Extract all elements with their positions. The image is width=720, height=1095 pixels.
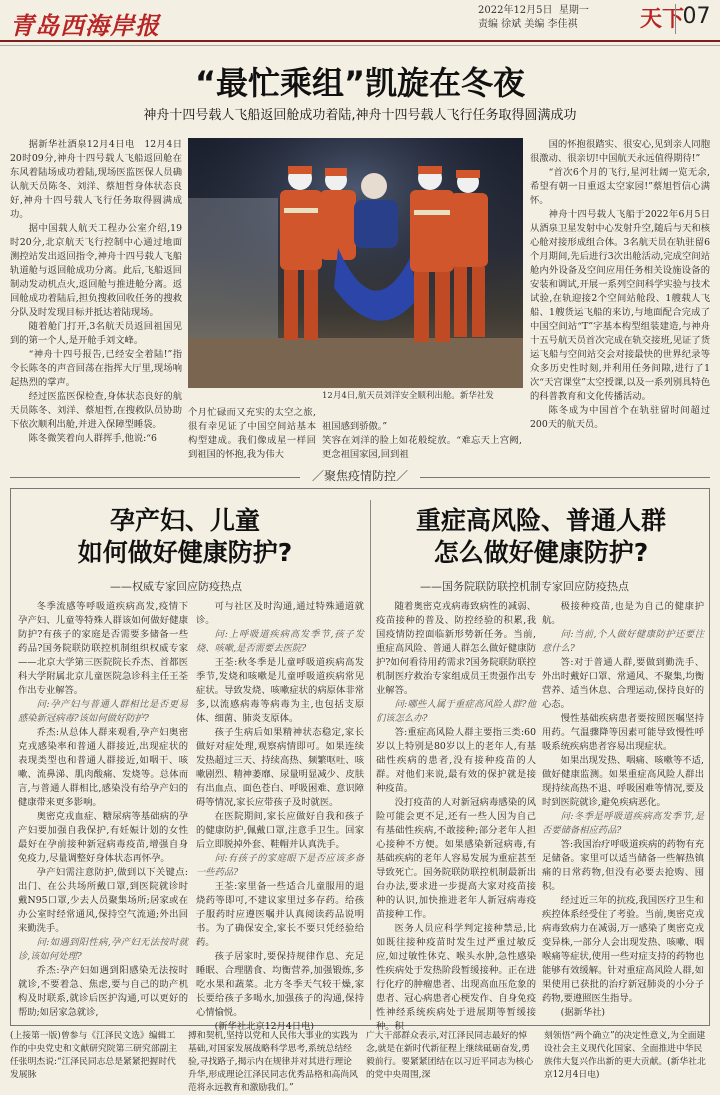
bottom-column-2: 搏和契机,坚持以党和人民伟大事业的实践为基础,对国家发展战略科学思考,系统总结经验,寻找路子,揭示内在规律并对其进行理论升华,形成理论江泽民同志优秀品格和高尚风范将永远教育和激励我们。”: [188, 1031, 358, 1093]
paragraph: 王荃:秋冬季是儿童呼吸道疾病高发季节,发烧和咳嗽是儿童呼吸道疾病常见症状。导致发烧、咳嗽症状的病原体非常多,以流感病毒等病毒为主,也包括支原体、细菌、肺炎支原体。: [196, 657, 364, 724]
paragraph: 陈冬成为中国首个在轨驻留时间超过200天的航天员。: [530, 405, 710, 430]
paragraph: (新华社北京12月4日电): [214, 1021, 314, 1032]
paragraph: 经过医监医保检查,身体状态良好的航天员陈冬、刘洋、蔡旭哲,在搜救队员协助下依次顺利出舱,并进入保障型睡袋。: [10, 391, 182, 430]
lead-subhead: 神舟十四号载人飞船返回舱成功着陆,神舟十四号载人飞行任务取得圆满成功: [143, 108, 577, 123]
paragraph: 孕产妇需注意防护,做到以下关键点:出门、在公共场所戴口罩,到医院就诊时戴N95口罩,少去人员聚集场所;居家或在办公室时经常通风,保持空气流通;外出回来勤洗手。: [18, 867, 188, 934]
paragraph: 问:上呼吸道疾病高发季节,孩子发烧、咳嗽,是否需要去医院?: [196, 629, 364, 654]
left-title-line-1: 孕产妇、儿童: [109, 506, 260, 535]
paragraph: 问:有孩子的家庭眼下是否应该多备一些药品?: [196, 853, 364, 878]
right-title-line-1: 重症高风险、普通人群: [415, 506, 666, 535]
article-divider: [370, 500, 371, 1020]
paragraph: 据中国载人航天工程办公室介绍,19时20分,北京航天飞行控制中心通过地面测控站发出返回指令,神舟十四号载人飞船轨道舱与返回舱成功分离。此后,飞船返回制动发动机点火,返回舱与推进舱分离。返回舱成功着陆后,担负搜救回收任务的搜救分队及时发现目标并抵达着陆现场。: [10, 223, 182, 318]
right-title-line-2: 怎么做好健康防护?: [433, 538, 649, 567]
paragraph: 随着奥密克戎病毒致病性的减弱、疫苗接种的普及、防控经验的积累,我国疫情防控面临新形势新任务。当前,重症高风险、普通人群怎么做好健康防护?如何看待用药需求?国务院联防联控机制医疗救治专家组成员王贵强作出专业解答。: [376, 601, 536, 696]
editor-line: 责编 徐斌 美编 李佳祺: [478, 19, 578, 30]
bottom-column-4: 刻领悟“两个确立”的决定性意义,为全面建设社会主义现代化国家、全面推进中华民族伟大复兴作出新的更大贡献。(新华社北京12月4日电): [544, 1031, 706, 1080]
issue-weekday: 星期一: [558, 5, 589, 16]
lead-column-4: [530, 138, 710, 460]
paragraph: 答:对于普通人群,要做到勤洗手、外出时戴好口罩、常通风、不聚集,均衡营养、适当休息、合理运动,保持良好的心态。: [542, 657, 704, 710]
paragraph: 答:重症高风险人群主要指三类:60岁以上特别是80岁以上的老年人,有基础性疾病的患者,没有接种疫苗的人群。对他们来说,最有效的保护就是接种疫苗。: [376, 727, 536, 794]
paragraph: 陈冬微笑着向人群挥手,他说:“6: [28, 433, 157, 444]
band-rule-right: [420, 477, 710, 478]
paragraph: “神舟十四号报告,已经安全着陆!”指令长陈冬的声音回荡在指挥大厅里,现场响起热烈的掌声。: [10, 349, 182, 388]
lead-headline: “最忙乘组”凯旋在冬夜: [194, 64, 526, 102]
lead-column-1: [10, 138, 182, 460]
paragraph: 孩子生病后如果精神状态稳定,家长做好对症处理,观察病情即可。如果连续发热超过三天、持续高热、频繁呕吐、咳嗽剧烈、精神萎靡、尿量明显减少、皮肤有出血点、面色苍白、呼吸困难、意识障碍等情况,家长应带孩子及时就医。: [196, 727, 364, 808]
left-article-title: [20, 505, 350, 569]
right-article-title: [376, 505, 706, 569]
paragraph: 慢性基础疾病患者要按照医嘱坚持用药。气温骤降等因素可能导致慢性呼吸系统疾病患者容易出现症状。: [542, 713, 704, 752]
paragraph: 没打疫苗的人对新冠病毒感染的风险可能会更不足,还有一些人因为自己有基础性疾病,不敢接种;部分老年人担心接种不方便。如果感染新冠病毒,有基础疾病的老年人容易发展为重症甚至导致死亡。国务院联防联控机制最新出台办法,要求进一步提高大家对疫苗接种的认识,加快推进老年人新冠病毒疫苗接种工作。: [376, 797, 536, 920]
paragraph: 经过近三年的抗疫,我国医疗卫生和疾控体系经受住了考验。当前,奥密克戎病毒致病力在减弱,万一感染了奥密克戎变异株,一部分人会出现发热、咳嗽、咽喉痛等症状,使用一些对症支持的药物也能够有效缓解。针对重症高风险人群,如果使用已获批的治疗新冠肺炎的小分子药物,要遵照医生指导。: [542, 895, 704, 1004]
lead-column-3-below: 祖国感到骄傲。” 笑容在刘洋的脸上如花般绽放。“难忘天上宫阙,更念祖国家园,回到祖: [322, 421, 522, 460]
photo-caption: 12月4日,航天员刘洋安全顺利出舱。新华社发: [322, 391, 494, 401]
paragraph: 国的怀抱很踏实、很安心,见到亲人同胞很激动、很亲切!中国航天永远值得期待!”: [530, 139, 710, 164]
left-article-source: ——权威专家回应防疫热点: [110, 580, 242, 593]
paragraph: 王荃:家里备一些适合儿童服用的退烧药等即可,不建议家里过多存药。给孩子服药时应遵医嘱并认真阅读药品说明书。为了确保安全,家长不要只凭经验给药。: [196, 881, 364, 948]
paragraph: 问:哪些人属于重症高风险人群?他们该怎么办?: [376, 699, 536, 724]
masthead: [0, 0, 720, 42]
paragraph: 神舟十四号载人飞船于2022年6月5日从酒泉卫星发射中心发射升空,随后与天和核心舱对接形成组合体。3名航天员在轨驻留6个月期间,先后进行3次出舱活动,完成空间站舱内外设备及空间应用任务相关设施设备的安装和调试,开展一系列空间科学实验与技术试验,在轨迎接2个空间站舱段、1艘载人飞船、1艘货运飞船的来访,与地面配合完成了中国空间站“T”字基本构型组装建造,与神舟十五号航天员首次完成在轨交接班,见证了货运飞船与空间站交会对接最快的世界纪录等众多历史性时刻,并利用任务间隙,进行了1次“天宫课堂”太空授课,以及一系列别具特色的科普教育和文化传播活动。: [530, 209, 710, 402]
paragraph: 在医院期间,家长应做好自我和孩子的健康防护,佩戴口罩,注意手卫生。回家后立即脱掉外套、鞋帽并认真洗手。: [196, 811, 364, 850]
paragraph: 乔杰:孕产妇如遇到阳感染无法按时就诊,不要着急、焦虑,要与自己的助产机构及时联系,就诊后医护沟通,可以更好的帮助;如居家急就诊,: [18, 965, 188, 1018]
section-name: 天下: [640, 6, 685, 32]
page-number: 07: [675, 4, 717, 34]
paragraph: 奥密克戎血症、糖尿病等基础病的孕产妇要加强自我保护,有妊娠计划的女性最好在孕前接种新冠病毒疫苗,增强自身免疫力,尽量调整好身体状态再怀孕。: [18, 811, 188, 864]
astronaut-exit-illustration: [188, 138, 523, 388]
paragraph: 答:我国治疗呼吸道疾病的药物有充足储备。家里可以适当储备一些解热镇痛的日常药物,但没有必要去抢购、囤积。: [542, 839, 704, 892]
landing-photo: [188, 138, 523, 388]
band-title-text: 聚焦疫情防控: [323, 469, 396, 483]
lead-column-2-below: 个月忙碌而又充实的太空之旅,很有幸见证了中国空间站基本构型建成。我们像成星一样回到祖国的怀抱,我为伟大: [188, 407, 316, 460]
paragraph: 问:冬季是呼吸道疾病高发季节,是否要储备相应药品?: [542, 811, 704, 836]
paragraph: 如果出现发热、咽痛、咳嗽等不适,做好健康监测。如果重症高风险人群出现持续高热不退、呼吸困难等情况,要及时到医院就诊,避免疾病恶化。: [542, 755, 704, 808]
band-title: ／聚焦疫情防控／: [311, 469, 409, 483]
paragraph: “首次6个月的飞行,星河壮阔一览无余,希望有朝一日重返太空家园!”蔡旭哲信心满怀。: [530, 167, 710, 206]
issue-date: 2022年12月5日: [478, 5, 553, 16]
right-article-column-b: [542, 600, 704, 1020]
bottom-column-1: (上接第一版)曾参与《江泽民文选》编辑工作的中央党史和文献研究院第三研究部副主任张明杰说:“江泽民同志总是紧紧把握时代发展脉: [10, 1031, 178, 1080]
paragraph: 乔杰:从总体人群来观看,孕产妇奥密克戎感染率和普通人群接近,出现症状的表现类型也和普通人群接近,如咽干、咳嗽、流鼻涕、肌肉酸痛、发烧等。总体而言,与普通人群相比,感染没有给孕产妇的健康带来更多影响。: [18, 727, 188, 808]
paragraph: 问:如遇到阳性病,孕产妇无法按时就诊,该如何处理?: [18, 937, 188, 962]
right-article-column-a: [376, 600, 536, 1032]
paragraph: 可与社区及时沟通,通过特殊通道就诊。: [196, 601, 364, 626]
newspaper-logo: 青岛西海岸报: [10, 11, 160, 40]
paragraph: 问:孕产妇与普通人群相比是否更易感染新冠病毒?该如何做好防护?: [18, 699, 188, 724]
left-article-column-a: [18, 600, 188, 1020]
paragraph: (据新华社): [560, 1007, 606, 1018]
bottom-column-3: 广大干部群众表示,对江泽民同志最好的悼念,就是在新时代新征程上继续砥砺奋发,勇毅前行。要紧紧团结在以习近平同志为核心的党中央周围,深: [366, 1031, 534, 1080]
paragraph: 据新华社酒泉12月4日电 12月4日20时09分,神舟十四号载人飞船返回舱在东风着陆场成功着陆,现场医监医保人员确认航天员陈冬、刘洋、蔡旭哲身体状态良好,神舟十四号载人飞行任务取得圆满成功。: [10, 139, 182, 220]
left-title-line-2: 如何做好健康防护?: [77, 538, 293, 567]
paragraph: 随着舱门打开,3名航天员返回祖国见到的第一个人,是开舱手刘文峰。: [10, 321, 182, 346]
left-article-column-b: [196, 600, 364, 1032]
masthead-rule: [0, 45, 720, 46]
issue-meta: [478, 4, 589, 32]
paragraph: 极接种疫苗,也是为自己的健康护航。: [542, 601, 704, 626]
paragraph: 孩子居家时,要保持规律作息、充足睡眠、合理膳食、均衡营养,加强锻炼,多吃水果和蔬菜。北方冬季天气较干燥,家长要给孩子多喝水,加强孩子的沟通,保持心情愉悦。: [196, 951, 364, 1018]
paragraph: 冬季流感等呼吸道疾病高发,疫情下孕产妇、儿童等特殊人群该如何做好健康防护?有孩子的家庭是否需要多储备一些药品?国务院联防联控机制组织权威专家——北京大学第三医院院长乔杰、首都医科大学附属北京儿童医院急诊科主任王荃作出专业解答。: [18, 601, 188, 696]
paragraph: 医务人员应科学判定接种禁忌,比如既往接种疫苗时发生过严重过敏反应,如过敏性休克、喉头水肿,急性感染性疾病处于发热阶段暂缓接种。正在进行化疗的肿瘤患者、出现高血压危象的患者、冠心病患者心梗发作、自身免疫性神经系统疾病处于进展期等暂缓接种。积: [376, 923, 536, 1032]
paragraph: 问:当前,个人做好健康防护还要注意什么?: [542, 629, 704, 654]
right-article-source: ——国务院联防联控机制专家回应防疫热点: [420, 580, 629, 593]
